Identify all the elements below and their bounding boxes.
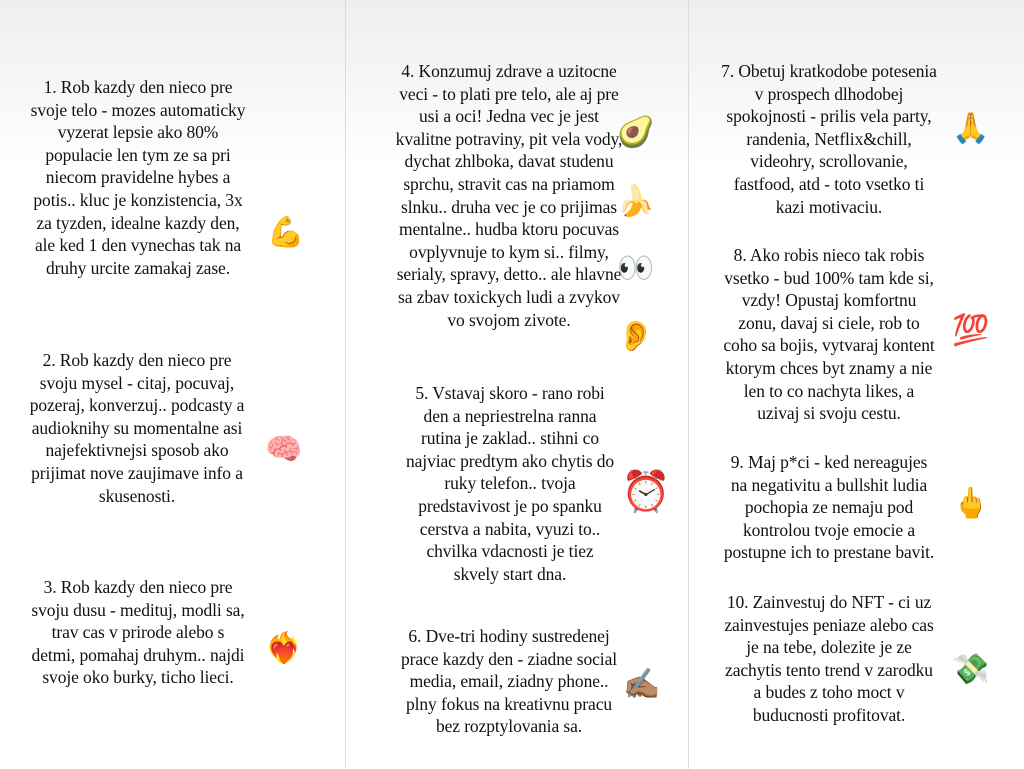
brain-icon: 🧠 <box>265 432 303 467</box>
middle-finger-icon: 🖕 <box>952 486 990 521</box>
flexed-biceps-icon: 💪 <box>267 215 305 250</box>
folded-hands-icon: 🙏 <box>952 111 990 146</box>
tip-6: 6. Dve-tri hodiny sustredenej prace kazdy den - ziadne social media, email, ziadny phone.. plny fokus na kreativnu pracu bez rozptylovania sa. <box>400 626 618 737</box>
tip-5: 5. Vstavaj skoro - rano robi den a nepriestrelna ranna rutina je zaklad.. stihni co najviac predtym ako chytis do ruky telefon.. tvoja predstavivost je po spanku cerstva a nabita, vyuzi to.. chvilka vdacnosti je tiez skvely start dna. <box>405 383 614 584</box>
eyes-icon: 👀 <box>617 251 655 286</box>
tip-10: 10. Zainvestuj do NFT - ci uz zainvestujes peniaze alebo cas je na tebe, dolezite je ze zachytis tento trend v zarodku a budes z toho moct v buducnosti profitovat. <box>724 592 934 725</box>
ear-icon: 👂 <box>617 319 655 354</box>
money-with-wings-icon: 💸 <box>952 652 990 687</box>
hundred-points-icon: 💯 <box>952 313 990 348</box>
tip-2: 2. Rob kazdy den nieco pre svoju mysel - citaj, pocuvaj, pozeraj, konverzuj.. podcasty a audioknihy su momentalne asi najefektivnejsi sposob ako prijimat nove zaujimave info a skusenosti. <box>29 350 245 506</box>
banana-icon: 🍌 <box>617 184 655 219</box>
tip-8: 8. Ako robis nieco tak robis vsetko - bud 100% tam kde si, vzdy! Opustaj komfortnu zonu, davaj si ciele, rob to coho sa bojis, vytvaraj kontent ktorym chces byt znamy a nie len to co nachyta likes, a uzivaj si svoju cestu. <box>723 245 935 424</box>
alarm-clock-icon: ⏰ <box>621 469 671 515</box>
panel-3 <box>688 0 1024 769</box>
panel-1 <box>0 0 345 769</box>
tip-7: 7. Obetuj kratkodobe potesenia v prospech dlhodobej spokojnosti - prilis vela party, randenia, Netflix&chill, videohry, scrollovanie, fastfood, atd - toto vsetko ti kazi motivaciu. <box>721 61 937 217</box>
tip-9: 9. Maj p*ci - ked nereagujes na negativitu a bullshit ludia pochopia ze nemaju pod kontrolou tvoje emocie a postupne ich to prestane bavit. <box>723 452 935 563</box>
avocado-icon: 🥑 <box>617 115 655 150</box>
heart-on-fire-icon: ❤️‍🔥 <box>265 631 303 666</box>
tip-4: 4. Konzumuj zdrave a uzitocne veci - to plati pre telo, ale aj pre usi a oci! Jedna vec je jest kvalitne potraviny, pit vela vody, dychat zhlboka, davat studenu sprchu, stravit cas na priamom slnku.. druha vec je co prijimas mentalne.. hudba ktoru pocuvas ovplyvnuje to kym si.. filmy, serialy, spravy, detto.. ale hlavne sa zbav toxickych ludi a zvykov vo svojom zivote. <box>395 61 623 330</box>
tip-1: 1. Rob kazdy den nieco pre svoje telo - mozes automaticky vyzerat lepsie ako 80% populacie len tym ze sa pri niecom pravidelne hybes a potis.. kluc je konzistencia, 3x za tyzden, idealne kazdy den, ale ked 1 den vynechas tak na druhy urcite zamakaj zase. <box>30 77 246 278</box>
panel-2 <box>345 0 688 769</box>
writing-hand-icon: ✍🏽 <box>623 667 661 702</box>
tip-3: 3. Rob kazdy den nieco pre svoju dusu - medituj, modli sa, trav cas v prirode alebo s detmi, pomahaj druhym.. najdi svoje oko burky, ticho lieci. <box>31 577 245 688</box>
